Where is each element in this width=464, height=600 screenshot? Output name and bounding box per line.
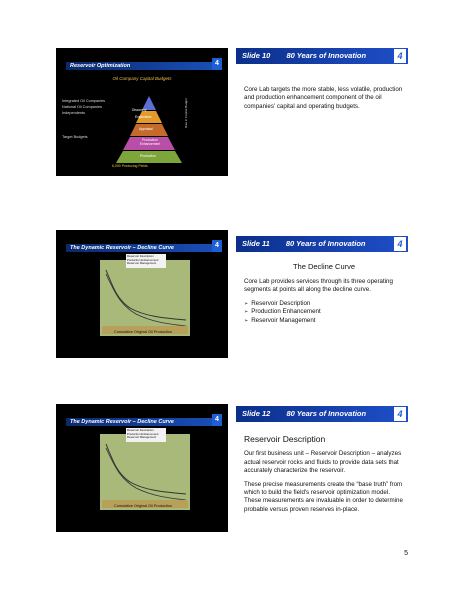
legend-entry: Reservoir Description bbox=[127, 254, 154, 258]
bullet-list bbox=[244, 300, 404, 325]
pyramid-left-labels bbox=[62, 98, 105, 140]
core-lab-logo-icon: 4 bbox=[394, 237, 406, 251]
slide-11-notes bbox=[244, 262, 404, 325]
slide-11-header bbox=[236, 236, 408, 252]
core-lab-logo-icon: 4 bbox=[394, 407, 406, 421]
header-title: 80 Years of Innovation bbox=[286, 51, 367, 60]
pyramid-level-label: Discovery bbox=[132, 108, 147, 112]
pyramid-left-label: Independents bbox=[62, 111, 86, 115]
notes-paragraph: Core Lab provides services through its three operating segments at points all along the decline curve. bbox=[244, 278, 393, 294]
legend-entry: Reservoir Description bbox=[127, 428, 154, 432]
list-item: ➢ Production Enhancement bbox=[244, 308, 404, 316]
slide-10-thumbnail bbox=[56, 48, 228, 176]
pyramid-side-label: Rise in Capital Budget bbox=[184, 98, 188, 128]
notes-paragraph: Core Lab targets the more stable, less volatile, production and production enhancement component of the oil companies' capital and operating budgets. bbox=[244, 86, 403, 110]
legend-entry: Production Enhancement bbox=[127, 257, 159, 262]
core-lab-logo-icon: 4 bbox=[212, 240, 222, 252]
slide-12-header bbox=[236, 406, 408, 422]
slide-number: Slide 11 bbox=[242, 239, 270, 248]
legend-entry: Reservoir Management bbox=[127, 261, 157, 266]
header-title: 80 Years of Innovation bbox=[285, 239, 366, 248]
pyramid-left-label: National Oil Companies bbox=[62, 105, 102, 109]
pyramid-left-label: Integrated Oil Companies bbox=[62, 99, 106, 103]
page-number: 5 bbox=[404, 550, 408, 557]
slide-12-notes bbox=[244, 434, 404, 519]
pyramid-bottom-label: 6,000 Producing Fields bbox=[112, 164, 148, 168]
notes-paragraph: Our first business unit – Reservoir Description – analyzes actual reservoir rocks and fluids to provide data sets that accurately characterize the reservoir. bbox=[244, 450, 402, 475]
chart-legend bbox=[126, 428, 166, 442]
slide-10-notes bbox=[244, 86, 404, 116]
thumb-title: Reservoir Optimization bbox=[66, 62, 216, 70]
chart-label: Cumulative Original Oil Production bbox=[114, 330, 173, 334]
notes-paragraph: These precise measurements create the “base truth” from which to build the field's reservoir optimization model. These measurements are invaluable in order to determine probable versus proven reserves in-place. bbox=[244, 480, 403, 513]
chart-legend bbox=[126, 254, 166, 268]
notes-title: The Decline Curve bbox=[292, 262, 356, 271]
slide-10-header bbox=[236, 48, 408, 64]
pyramid-caption: Oil Company Capital Budgets bbox=[112, 76, 172, 81]
pyramid-level-label: Exploration bbox=[135, 115, 152, 119]
core-lab-logo-icon: 4 bbox=[394, 49, 406, 63]
slide-number: Slide 10 bbox=[242, 51, 271, 60]
core-lab-logo-icon: 4 bbox=[212, 414, 222, 426]
slide-number: Slide 12 bbox=[242, 409, 271, 418]
pyramid-level-label: Appraisal bbox=[139, 127, 153, 131]
list-item: ➢ Reservoir Management bbox=[244, 317, 404, 325]
pyramid-level-label: Production bbox=[140, 154, 156, 158]
pyramid-level-label: Production Enhancement bbox=[139, 138, 161, 146]
chart-label: Cumulative Original Oil Production bbox=[114, 504, 173, 508]
legend-entry: Production Enhancement bbox=[127, 431, 159, 436]
legend-entry: Reservoir Management bbox=[127, 435, 157, 440]
header-title: 80 Years of Innovation bbox=[286, 409, 367, 418]
thumb-title: The Dynamic Reservoir – Decline Curve bbox=[66, 418, 216, 426]
notes-title: Reservoir Description bbox=[244, 434, 326, 444]
core-lab-logo-icon: 4 bbox=[212, 58, 222, 70]
slide-12-thumbnail bbox=[56, 404, 228, 532]
pyramid-target-label: Target Budgets bbox=[62, 135, 88, 139]
list-item: ➢ Reservoir Description bbox=[244, 300, 404, 308]
thumb-title: The Dynamic Reservoir – Decline Curve bbox=[66, 244, 216, 252]
slide-11-thumbnail bbox=[56, 230, 228, 358]
